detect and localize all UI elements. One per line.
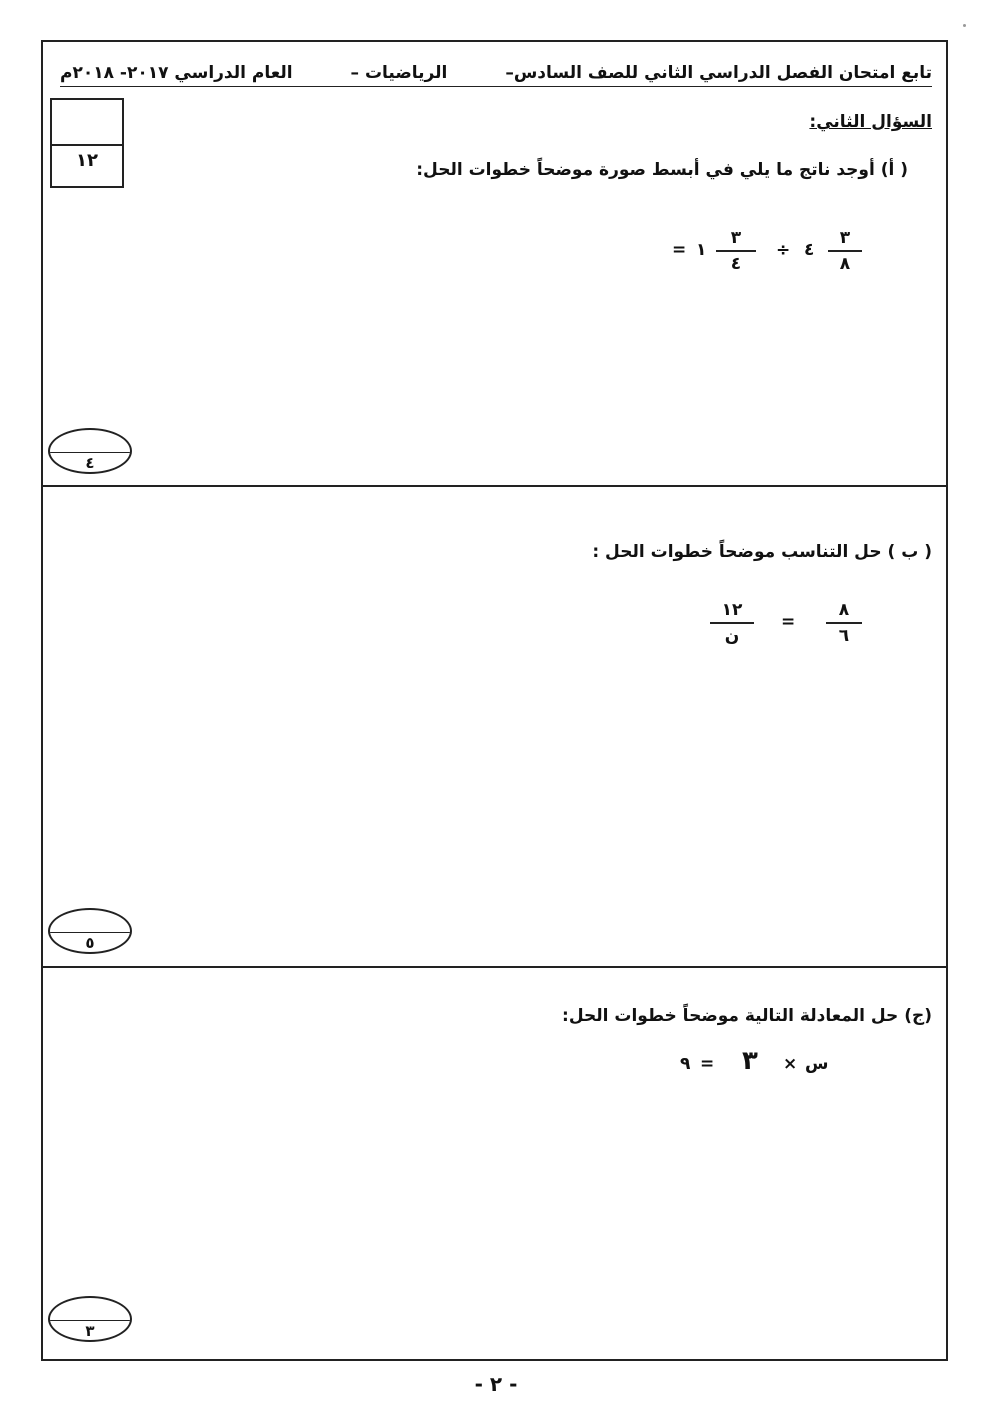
part-b-fraction-2 bbox=[710, 600, 754, 646]
part-c-equals-sign: = bbox=[700, 1054, 715, 1074]
total-score-box bbox=[50, 98, 124, 188]
fraction-numerator: ٣ bbox=[730, 228, 742, 248]
fraction-bar bbox=[716, 250, 756, 252]
part-c-score-oval bbox=[48, 1296, 132, 1342]
part-a-whole-number-1: ٤ bbox=[804, 240, 815, 260]
fraction-denominator: ن bbox=[724, 626, 740, 646]
fraction-numerator: ٨ bbox=[838, 600, 850, 620]
page-number: - ٢ - bbox=[474, 1372, 518, 1396]
fraction-bar bbox=[710, 622, 754, 624]
part-b-instruction: ( ب ) حل التناسب موضحاً خطوات الحل : bbox=[592, 542, 932, 562]
section-divider-1 bbox=[41, 485, 948, 487]
part-c-instruction: (ج) حل المعادلة التالية موضحاً خطوات الحل: bbox=[562, 1006, 932, 1026]
part-a-fraction-1 bbox=[828, 228, 862, 274]
academic-year: العام الدراسي ٢٠١٧- ٢٠١٨م bbox=[60, 63, 293, 83]
part-b-score-oval bbox=[48, 908, 132, 954]
fraction-denominator: ٤ bbox=[730, 254, 742, 274]
score-box-divider bbox=[52, 144, 122, 146]
score-oval-divider bbox=[50, 932, 130, 933]
page-frame bbox=[41, 40, 948, 1361]
scan-speck bbox=[963, 24, 966, 27]
exam-title: تابع امتحان الفصل الدراسي الثاني للصف السادس– bbox=[505, 63, 932, 83]
part-b-score: ٥ bbox=[85, 934, 95, 952]
fraction-numerator: ٣ bbox=[839, 228, 851, 248]
fraction-numerator: ١٢ bbox=[721, 600, 743, 620]
part-b-equals-sign: = bbox=[781, 612, 796, 632]
total-score-value: ١٢ bbox=[76, 150, 98, 171]
part-c-coefficient: ٣ bbox=[742, 1046, 758, 1076]
part-c-score: ٣ bbox=[85, 1322, 95, 1340]
part-a-equals-sign: = bbox=[672, 240, 687, 260]
part-b-fraction-1 bbox=[826, 600, 862, 646]
part-a-division-sign: ÷ bbox=[776, 240, 791, 260]
exam-header bbox=[60, 60, 932, 87]
fraction-denominator: ٨ bbox=[839, 254, 851, 274]
question-title: السؤال الثاني: bbox=[809, 112, 932, 132]
part-c-multiply-sign: × bbox=[783, 1054, 798, 1074]
score-oval-divider bbox=[50, 1320, 130, 1321]
part-a-whole-number-2: ١ bbox=[696, 240, 707, 260]
part-a-score: ٤ bbox=[85, 454, 95, 472]
subject-label: الرياضيات – bbox=[350, 63, 448, 83]
score-oval-divider bbox=[50, 452, 130, 453]
part-c-rhs: ٩ bbox=[680, 1054, 691, 1074]
part-a-score-oval bbox=[48, 428, 132, 474]
part-a-fraction-2 bbox=[716, 228, 756, 274]
fraction-bar bbox=[828, 250, 862, 252]
fraction-denominator: ٦ bbox=[838, 626, 850, 646]
part-a-instruction: ( أ) أوجد ناتج ما يلي في أبسط صورة موضحاً خطوات الحل: bbox=[416, 160, 908, 180]
fraction-bar bbox=[826, 622, 862, 624]
section-divider-2 bbox=[41, 966, 948, 968]
part-c-variable: س bbox=[805, 1054, 829, 1074]
